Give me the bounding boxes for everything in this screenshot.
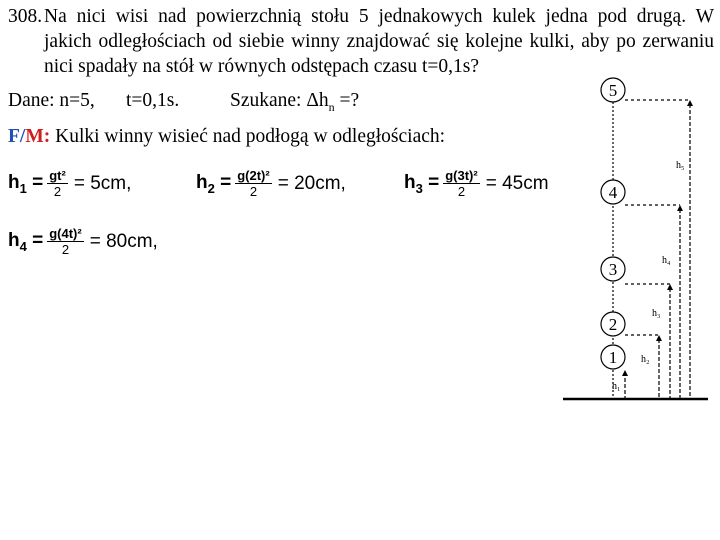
- ball-3-label: 3: [608, 260, 618, 279]
- eq1-lhs: $h_1$ =: [8, 171, 44, 196]
- h1-label: h₁: [612, 381, 621, 392]
- fm-m-label: M:: [25, 126, 51, 147]
- h5-label: h₅: [676, 160, 685, 171]
- h2-arrowhead: [656, 335, 662, 341]
- problem-number: 308.: [8, 6, 43, 27]
- h4-label: h₄: [662, 255, 671, 266]
- eq1-result: = 5cm,: [73, 172, 132, 194]
- h5-arrowhead: [687, 100, 693, 106]
- h3-arrowhead: [667, 284, 673, 290]
- ball-1-label: 1: [608, 348, 618, 367]
- h4-arrowhead: [677, 205, 683, 211]
- h2-label: h₂: [641, 354, 650, 365]
- sought-end: =?: [334, 90, 360, 111]
- ball-5-label: 5: [608, 81, 618, 100]
- given-dane: Dane: n=5,: [8, 90, 95, 111]
- sought-label: Szukane: Δh: [230, 90, 329, 111]
- eq3-lhs: $h_3$ =: [404, 171, 440, 196]
- problem-line-1: Na nici wisi nad powierzchnią stołu 5 jednakowych kulek jedna pod drugą. W: [44, 6, 714, 27]
- fm-text: Kulki winny wisieć nad podłogą w odległościach:: [50, 126, 446, 147]
- eq2-lhs: $h_2$ =: [196, 171, 232, 196]
- ball-2-label: 2: [608, 315, 618, 334]
- problem-line-2: jakich odległościach od siebie winny znajdować się kolejne kulki, aby po zerwaniu: [44, 31, 714, 52]
- given-time: t=0,1s.: [126, 90, 180, 111]
- eq2-result: = 20cm,: [277, 172, 346, 194]
- sought-sub: n: [328, 99, 335, 114]
- eq4-fraction: $\frac{\text{g(4t)²}}{2}$: [49, 226, 82, 257]
- eq1-fraction: $\frac{\text{gt²}}{2}$: [49, 168, 66, 199]
- eq4-result: = 80cm,: [89, 230, 158, 252]
- eq2-fraction: $\frac{\text{g(2t)²}}{2}$: [237, 168, 270, 199]
- h1-arrowhead: [622, 370, 628, 376]
- problem-line-3: nici spadały na stół w równych odstępach czasu t=0,1s?: [44, 56, 480, 77]
- fm-f-label: F/: [8, 126, 26, 147]
- eq3-fraction: $\frac{\text{g(3t)²}}{2}$: [445, 168, 478, 199]
- eq4-lhs: $h_4$ =: [8, 229, 44, 254]
- eq3-result: = 45cm: [485, 172, 549, 194]
- h3-label: h₃: [652, 308, 661, 319]
- ball-4-label: 4: [608, 183, 618, 202]
